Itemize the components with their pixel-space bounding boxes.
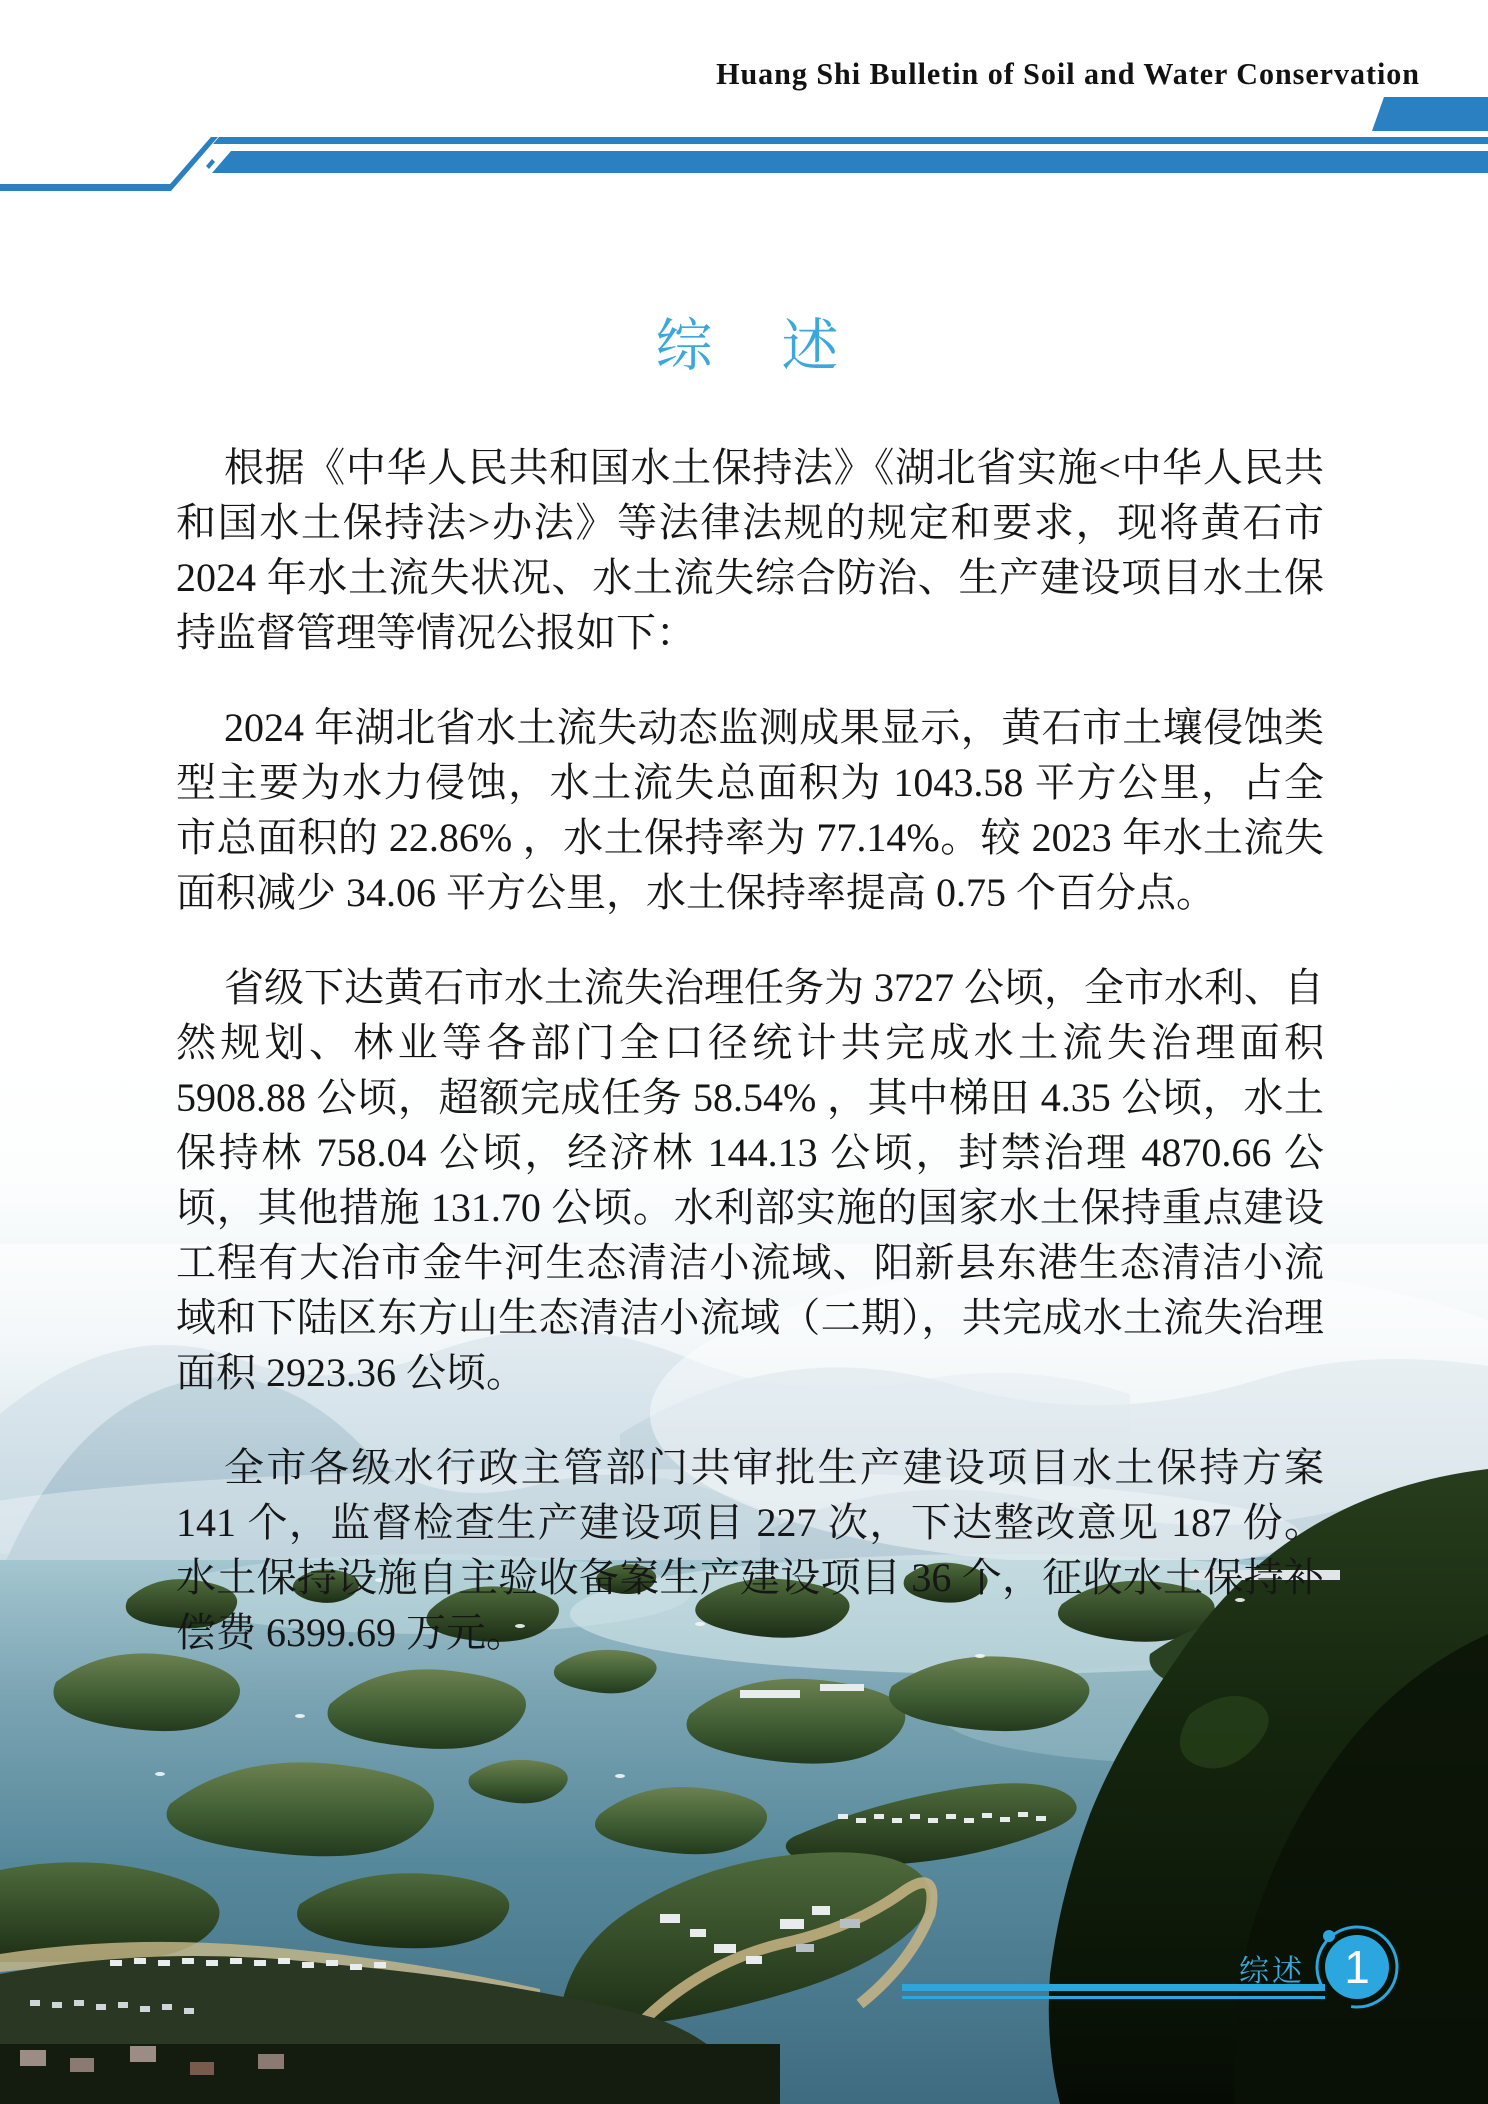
header-stripes [0, 97, 1488, 191]
header-title: Huang Shi Bulletin of Soil and Water Conservation [716, 56, 1420, 91]
paragraph-1: 根据《中华人民共和国水土保持法》《湖北省实施<中华人民共和国水土保持法>办法》等法律法规的规定和要求，现将黄石市 2024 年水土流失状况、水土流失综合防治、生产建设项目水土保持监督管理等情况公报如下： [176, 445, 1324, 655]
paragraph-2: 2024 年湖北省水土流失动态监测成果显示，黄石市土壤侵蚀类型主要为水力侵蚀，水土流失总面积为 1043.58 平方公里，占全市总面积的 22.86% ，水土保持率为 77.14%。较 2023 年水土流失面积减少 34.06 平方公里，水土保持率提高 0.75 个百分点。 [176, 705, 1324, 915]
paragraph-4: 全市各级水行政主管部门共审批生产建设项目水土保持方案 141 个，监督检查生产建设项目 227 次，下达整改意见 187 份。水土保持设施自主验收备案生产建设项目 36 个，征收水土保持补偿费 6399.69 万元。 [176, 1445, 1324, 1655]
footer-line-decoration [880, 1922, 1488, 2046]
page-number-badge [1302, 1922, 1411, 2022]
page-number: 1 [1344, 1941, 1370, 1993]
paragraph-3: 省级下达黄石市水土流失治理任务为 3727 公顷，全市水利、自然规划、林业等各部门全口径统计共完成水土流失治理面积 5908.88 公顷，超额完成任务 58.54% ，其中梯田 4.35 公顷，水土保持林 758.04 公顷，经济林 144.13 公顷，封禁治理 4870.66 公顷，其他措施 131.70 公顷。水利部实施的国家水土保持重点建设工程有大冶市金牛河生态清洁小流域、阳新县东港生态清洁小流域和下陆区东方山生态清洁小流域（二期），共完成水土流失治理面积 2923.36 公顷。 [176, 965, 1324, 1395]
header-stripe-decoration [0, 0, 1488, 220]
page-title: 综 述 [655, 314, 845, 378]
footer-section-label: 综述 [1239, 1955, 1305, 1988]
